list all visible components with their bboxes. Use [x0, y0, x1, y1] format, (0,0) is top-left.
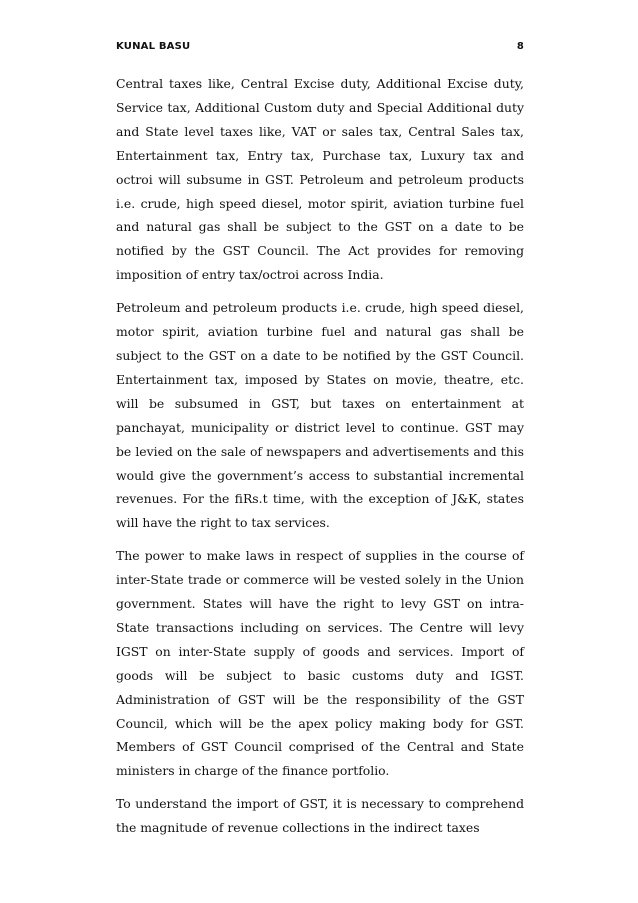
page-number: 8 [516, 40, 524, 52]
paragraph-3: The power to make laws in respect of supplies in the course of inter-State trade or commerce will be vested solely in the Union government. States will have the right to levy GST on intra-State transactions including on services. The Centre will levy IGST on inter-State supply of goods and services. Import of goods will be subject to basic customs duty and IGST. Administration of GST will be the responsibility of the GST Council, which will be the apex policy making body for GST. Members of GST Council comprised of the Central and State ministers in charge of the finance portfolio. [116, 548, 524, 779]
paragraph-1: Central taxes like, Central Excise duty, Additional Excise duty, Service tax, Additional Custom duty and Special Additional duty and State level taxes like, VAT or sales tax, Central Sales tax, Entertainment tax, Entry tax, Purchase tax, Luxury tax and octroi will subsume in GST. Petroleum and petroleum products i.e. crude, high speed diesel, motor spirit, aviation turbine fuel and natural gas shall be subject to the GST on a date to be notified by the GST Council. The Act provides for removing imposition of entry tax/octroi across India. [116, 76, 524, 283]
page-header [116, 38, 524, 54]
body-text [116, 72, 524, 849]
paragraph-4: To understand the import of GST, it is necessary to comprehend the magnitude of revenue collections in the indirect taxes [116, 796, 524, 836]
author-name: KUNAL BASU [116, 40, 191, 52]
paragraph-2: Petroleum and petroleum products i.e. crude, high speed diesel, motor spirit, aviation turbine fuel and natural gas shall be subject to the GST on a date to be notified by the GST Council. Entertainment tax, imposed by States on movie, theatre, etc. will be subsumed in GST, but taxes on entertainment at panchayat, municipality or district level to continue. GST may be levied on the sale of newspapers and advertisements and this would give the government’s access to substantial incremental revenues. For the fiRs.t time, with the exception of J&K, states will have the right to tax services. [116, 300, 524, 531]
